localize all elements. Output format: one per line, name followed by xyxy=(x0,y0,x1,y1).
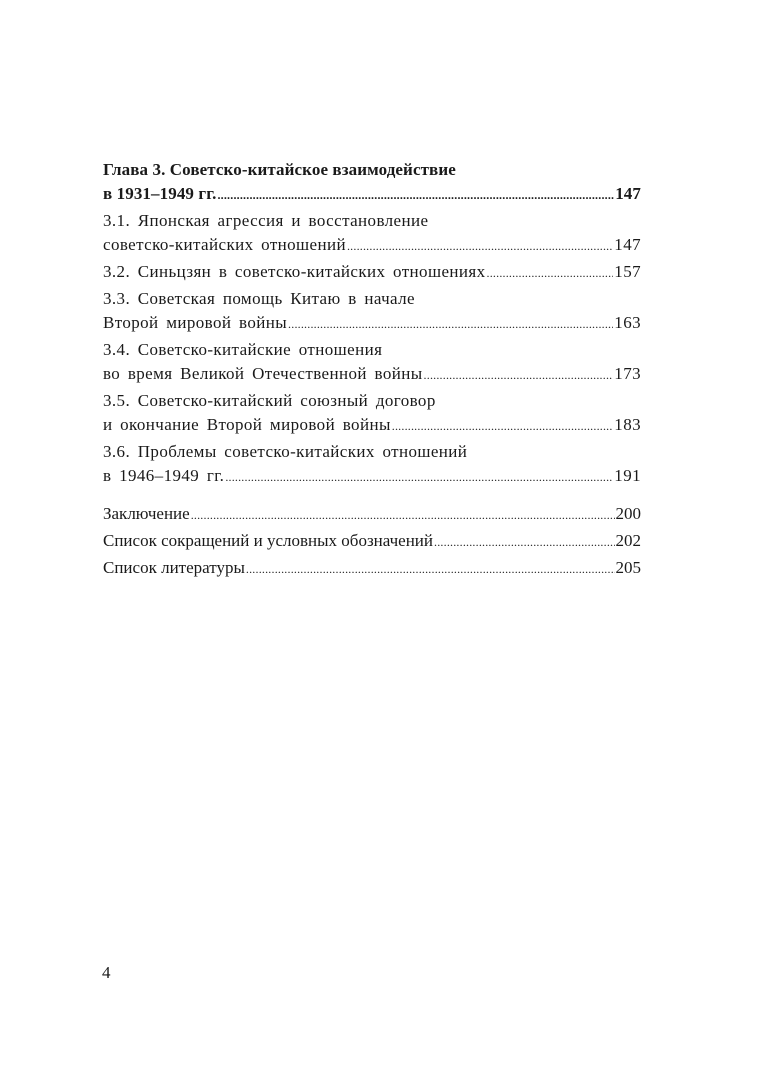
toc-section-3-3 xyxy=(103,287,641,336)
entry-title: Список литературы xyxy=(103,558,245,577)
toc-entry-conclusion xyxy=(103,502,641,527)
dot-leader xyxy=(246,556,615,581)
section-title-line1: 3.4. Советско-китайские отношения xyxy=(103,340,383,359)
section-title-row xyxy=(103,260,641,285)
chapter-title-line2: в 1931–1949 гг. xyxy=(103,184,217,203)
section-page-number: 157 xyxy=(614,262,641,281)
entry-title: Список сокращений и условных обозначений xyxy=(103,531,434,550)
dot-leader xyxy=(347,233,613,258)
section-title-line2: советско-китайских отношений xyxy=(103,235,346,254)
dot-leader xyxy=(487,260,614,285)
section-title-line2-row xyxy=(103,413,641,438)
section-page-number: 163 xyxy=(614,313,641,332)
chapter-title-line2-row xyxy=(103,182,641,207)
toc-chapter-3 xyxy=(103,158,641,207)
section-title-line2-row xyxy=(103,233,641,258)
toc-section-3-6 xyxy=(103,440,641,489)
toc-entry-abbreviations xyxy=(103,529,641,554)
section-title-line2-row xyxy=(103,464,641,489)
dot-leader xyxy=(434,529,614,554)
section-title: 3.2. Синьцзян в советско-китайских отношениях xyxy=(103,262,486,281)
section-page-number: 147 xyxy=(614,235,641,254)
dot-leader xyxy=(392,413,614,438)
section-title-line2-row xyxy=(103,311,641,336)
entry-page-number: 202 xyxy=(615,531,641,550)
page-number: 4 xyxy=(102,963,111,982)
dot-leader xyxy=(217,182,614,207)
section-title-line1: 3.6. Проблемы советско-китайских отношений xyxy=(103,442,468,461)
section-title-line2: Второй мировой войны xyxy=(103,313,288,332)
toc-section-3-5 xyxy=(103,389,641,438)
spacer xyxy=(103,490,641,500)
chapter-page-number: 147 xyxy=(615,184,641,203)
section-title-line1: 3.1. Японская агрессия и восстановление xyxy=(103,211,429,230)
toc-section-3-1 xyxy=(103,209,641,258)
toc-entry-bibliography xyxy=(103,556,641,581)
section-title-line2-row xyxy=(103,362,641,387)
section-title-line2: и окончание Второй мировой войны xyxy=(103,415,391,434)
section-page-number: 191 xyxy=(614,466,641,485)
chapter-title-line1: Глава 3. Советско-китайское взаимодействие xyxy=(103,160,456,179)
table-of-contents xyxy=(103,158,641,581)
toc-section-3-4 xyxy=(103,338,641,387)
toc-back-matter xyxy=(103,502,641,581)
entry-page-number: 200 xyxy=(615,504,641,523)
section-page-number: 173 xyxy=(614,364,641,383)
dot-leader xyxy=(191,502,615,527)
section-title-line2: во время Великой Отечественной войны xyxy=(103,364,423,383)
section-title-line1: 3.3. Советская помощь Китаю в начале xyxy=(103,289,415,308)
dot-leader xyxy=(225,464,613,489)
entry-page-number: 205 xyxy=(615,558,641,577)
toc-section-3-2 xyxy=(103,260,641,285)
dot-leader xyxy=(424,362,614,387)
entry-title: Заключение xyxy=(103,504,190,523)
section-page-number: 183 xyxy=(614,415,641,434)
section-title-line2: в 1946–1949 гг. xyxy=(103,466,225,485)
dot-leader xyxy=(288,311,613,336)
section-title-line1: 3.5. Советско-китайский союзный договор xyxy=(103,391,436,410)
